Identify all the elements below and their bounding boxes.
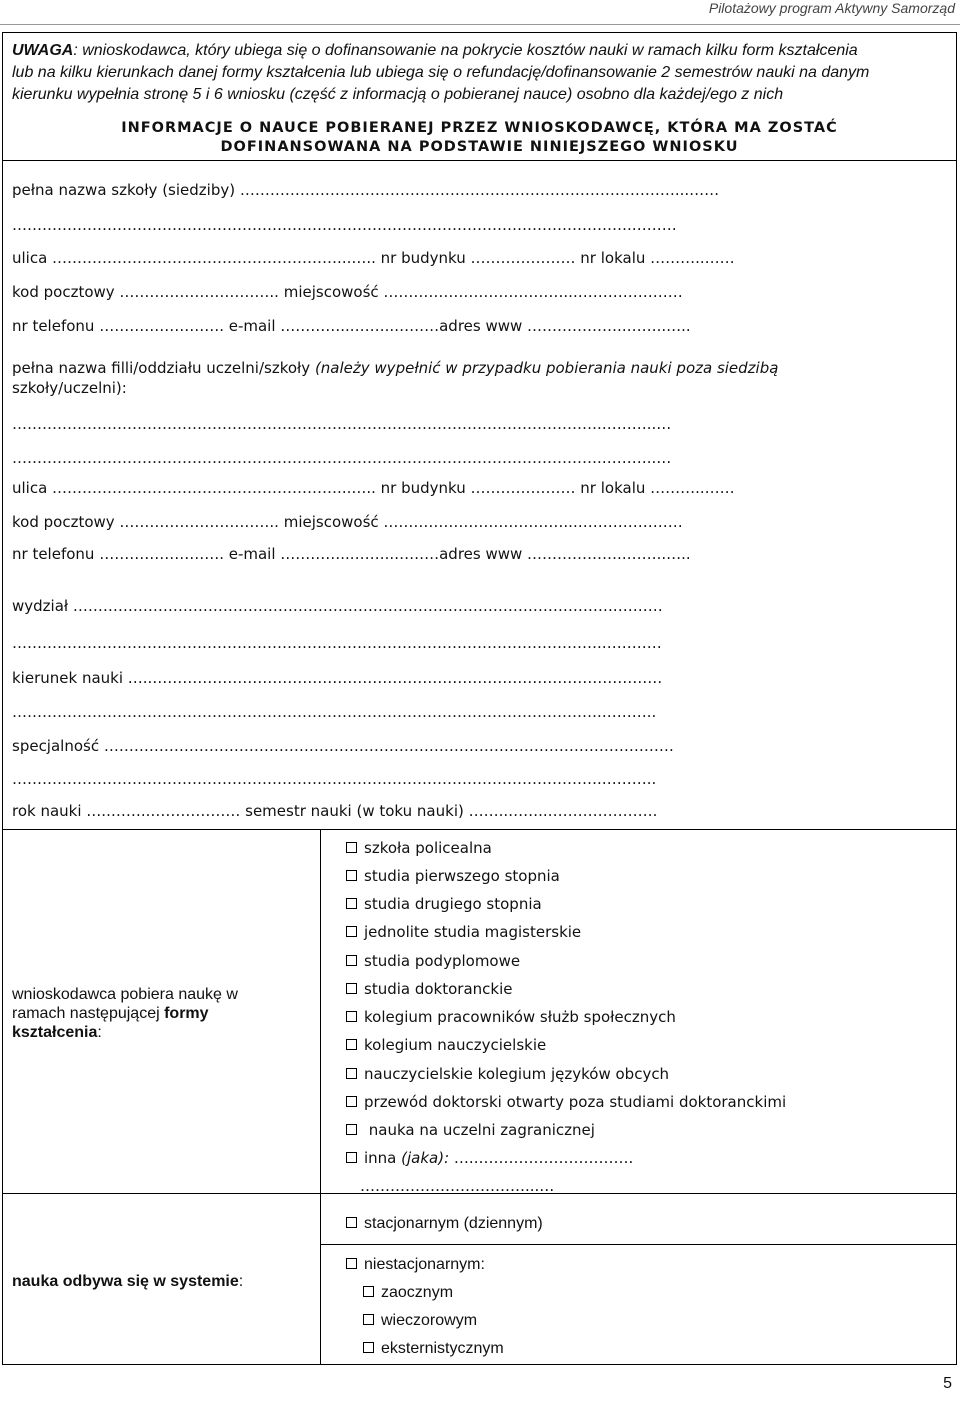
section-title-line-1: INFORMACJE O NAUCE POBIERANEJ PRZEZ WNIOSKODAWCĘ, KTÓRA MA ZOSTAĆ xyxy=(121,120,838,136)
option-language-teacher-college[interactable]: nauczycielskie kolegium języków obcych xyxy=(346,1065,669,1083)
forms-column-divider xyxy=(320,829,321,1193)
year-semester-field[interactable]: rok nauki …..……..……………… semestr nauki (w toku nauki) ……..……..…………………. xyxy=(12,802,658,820)
program-header: Pilotażowy program Aktywny Samorząd xyxy=(708,0,955,16)
checkbox-icon[interactable] xyxy=(363,1342,374,1353)
field-of-study-field[interactable]: kierunek nauki …..………………………………………………………………………………………… xyxy=(12,669,663,687)
checkbox-icon[interactable] xyxy=(346,842,357,853)
option-social-services-college[interactable]: kolegium pracowników służb społecznych xyxy=(346,1008,676,1026)
title-divider xyxy=(2,160,957,161)
option-second-cycle[interactable]: studia drugiego stopnia xyxy=(346,895,542,913)
page-number: 5 xyxy=(943,1375,952,1392)
checkbox-icon[interactable] xyxy=(363,1314,374,1325)
school-street-field[interactable]: ulica …………………………………………………...….. nr budynku ………………… nr lokalu ………..…… xyxy=(12,249,735,267)
checkbox-icon[interactable] xyxy=(346,870,357,881)
school-postal-field[interactable]: kod pocztowy ………………………….. miejscowość ………………………………...………………… xyxy=(12,283,683,301)
field-of-study-cont-field[interactable]: ……………………………………………………………………………………………………….……….. xyxy=(12,703,657,721)
option-other-cont-field[interactable]: ……………………………...… xyxy=(360,1177,555,1195)
option-external[interactable]: eksternistycznym xyxy=(363,1340,504,1358)
branch-postal-field[interactable]: kod pocztowy ………………………….. miejscowość ………………………………...………………… xyxy=(12,513,683,531)
option-postgraduate[interactable]: studia podyplomowe xyxy=(346,952,520,970)
branch-label-line-2: szkoły/uczelni): xyxy=(12,379,127,397)
note-label: UWAGA xyxy=(12,42,74,59)
checkbox-icon[interactable] xyxy=(346,1217,357,1228)
option-foreign-university[interactable]: nauka na uczelni zagranicznej xyxy=(346,1121,595,1139)
checkbox-icon[interactable] xyxy=(346,983,357,994)
note-line-3: kierunku wypełnia stronę 5 i 6 wniosku (część z informacją o pobieranej nauce) osobno dla każdej/ego z nich xyxy=(12,86,784,103)
system-label: nauka odbywa się w systemie: xyxy=(12,1273,244,1290)
checkbox-icon[interactable] xyxy=(346,1258,357,1269)
option-evening[interactable]: wieczorowym xyxy=(363,1312,477,1330)
checkbox-icon[interactable] xyxy=(346,898,357,909)
study-divider xyxy=(2,829,957,830)
forms-label: wnioskodawca pobiera naukę w ramach następującej formy kształcenia: xyxy=(12,986,238,1041)
checkbox-icon[interactable] xyxy=(346,926,357,937)
option-part-time[interactable]: niestacjonarnym: xyxy=(346,1256,485,1274)
checkbox-icon[interactable] xyxy=(346,1011,357,1022)
checkbox-icon[interactable] xyxy=(346,955,357,966)
checkbox-icon[interactable] xyxy=(346,1124,357,1135)
school-name-cont-field[interactable]: …………………………………………………………………………………………………………….……… xyxy=(12,216,677,234)
checkbox-icon[interactable] xyxy=(346,1152,357,1163)
specialization-cont-field[interactable]: ……………………………………………………………………………………………………….……….. xyxy=(12,770,657,788)
system-inner-divider xyxy=(320,1244,957,1245)
checkbox-icon[interactable] xyxy=(346,1039,357,1050)
option-extramural[interactable]: zaocznym xyxy=(363,1284,453,1302)
system-column-divider xyxy=(320,1193,321,1365)
option-other[interactable]: inna (jaka): …..…………………………. xyxy=(346,1149,633,1167)
branch-name-cont-field[interactable]: ……………………………………………………………………………………………………….………..… xyxy=(12,449,672,467)
option-doctoral[interactable]: studia doktoranckie xyxy=(346,980,513,998)
faculty-field[interactable]: wydział ……………………………………………………………………………………………….……… xyxy=(12,597,663,615)
school-contact-field[interactable]: nr telefonu ……………………. e-mail …………...……..………adres www ………………..……..….. xyxy=(12,317,691,335)
school-name-field[interactable]: pełna nazwa szkoły (siedziby) ……………………………………………………………………………...…… xyxy=(12,181,720,199)
checkbox-icon[interactable] xyxy=(363,1286,374,1297)
option-full-time[interactable]: stacjonarnym (dziennym) xyxy=(346,1215,543,1233)
note-line-1: UWAGA: wnioskodawca, który ubiega się o dofinansowanie na pokrycie kosztów nauki w ramach kilku form kształcenia xyxy=(12,42,858,59)
branch-name-field[interactable]: ……………………………………………………………………………………………………….………..… xyxy=(12,415,672,433)
forms-divider xyxy=(2,1193,957,1194)
option-post-secondary[interactable]: szkoła policealna xyxy=(346,839,492,857)
branch-street-field[interactable]: ulica …………………………………………………...….. nr budynku ………………… nr lokalu ………..…… xyxy=(12,479,735,497)
faculty-cont-field[interactable]: ……………………………………………………………………………………………………….………… xyxy=(12,634,662,652)
note-line-2: lub na kilku kierunkach danej formy kształcenia lub ubiega się o refundację/dofinansowanie 2 semestrów nauki na danym xyxy=(12,64,870,81)
option-uniform-master[interactable]: jednolite studia magisterskie xyxy=(346,923,581,941)
section-title-line-2: DOFINANSOWANA NA PODSTAWIE NINIEJSZEGO WNIOSKU xyxy=(220,139,739,155)
option-first-cycle[interactable]: studia pierwszego stopnia xyxy=(346,867,560,885)
option-teacher-college[interactable]: kolegium nauczycielskie xyxy=(346,1036,546,1054)
option-doctoral-process[interactable]: przewód doktorski otwarty poza studiami doktoranckimi xyxy=(346,1093,786,1111)
branch-contact-field[interactable]: nr telefonu ……………………. e-mail …………...……..………adres www ………………..……..….. xyxy=(12,545,691,563)
branch-label-line-1: pełna nazwa filli/oddziału uczelni/szkoły (należy wypełnić w przypadku pobierania nauki poza siedzibą xyxy=(12,359,779,377)
checkbox-icon[interactable] xyxy=(346,1096,357,1107)
checkbox-icon[interactable] xyxy=(346,1068,357,1079)
header-rule xyxy=(0,24,960,25)
specialization-field[interactable]: specjalność …………………………………………………………………………………………………… xyxy=(12,737,674,755)
